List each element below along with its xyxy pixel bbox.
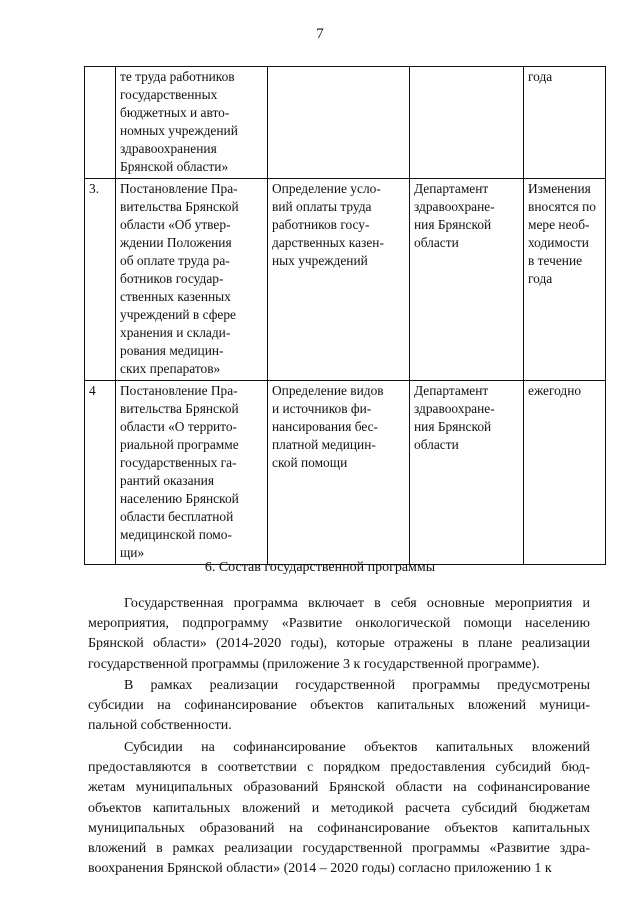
cell-line: ждении Положения bbox=[120, 235, 232, 250]
paragraph-line-text: муниципальных образований на софинансирование объектов капитальных bbox=[88, 820, 590, 836]
cell-line: здравоохранения bbox=[120, 141, 217, 156]
cell-line: ходимости bbox=[528, 235, 589, 250]
cell-line: и источников фи- bbox=[272, 401, 372, 416]
cell-line: ской помощи bbox=[272, 455, 348, 470]
paragraph-line bbox=[88, 614, 590, 634]
page-number: 7 bbox=[316, 26, 324, 42]
paragraph-line bbox=[88, 696, 590, 716]
cell-line: вий оплаты труда bbox=[272, 199, 372, 214]
cell-line: ния Брянской bbox=[414, 419, 492, 434]
paragraph-program-composition bbox=[88, 594, 590, 675]
row-number-cell: 4 bbox=[85, 381, 116, 565]
cell-line: ежегодно bbox=[528, 383, 582, 398]
cell-line: года bbox=[528, 69, 553, 84]
act-cell bbox=[116, 381, 268, 565]
paragraph-line bbox=[88, 738, 590, 758]
paragraph-line bbox=[88, 819, 590, 839]
cell-line: хранения и склади- bbox=[120, 325, 231, 340]
cell-line: щи» bbox=[120, 545, 145, 560]
cell-line: Постановление Пра- bbox=[120, 383, 238, 398]
paragraph-line bbox=[88, 594, 590, 614]
cell-line: ственных казенных bbox=[120, 289, 231, 304]
paragraph-line bbox=[88, 758, 590, 778]
paragraph-line-text: объектов капитальных вложений и методикой расчета субсидий бюджетам bbox=[88, 800, 590, 816]
cell-line: платной медицин- bbox=[272, 437, 376, 452]
cell-line: те труда работников bbox=[120, 69, 235, 84]
paragraph-line-text: В рамках реализации государственной программы предусмотрены bbox=[124, 678, 590, 693]
executor-cell bbox=[410, 381, 524, 565]
cell-line: государственных bbox=[120, 87, 218, 102]
executor-cell bbox=[410, 67, 524, 179]
cell-line: ных учреждений bbox=[272, 253, 368, 268]
cell-line: ботников государ- bbox=[120, 271, 224, 286]
paragraph-subsidies-procedure bbox=[88, 738, 590, 879]
cell-line: области bbox=[414, 235, 459, 250]
table-row bbox=[85, 67, 606, 179]
paragraph-line-text: мероприятия, подпрограмму «Развитие онкологической помощи населению bbox=[88, 616, 590, 632]
paragraph-line-text: субсидии на софинансирование объектов капитальных вложений муници- bbox=[88, 698, 590, 714]
cell-line: года bbox=[528, 271, 553, 286]
paragraph-line-text: Субсидии на софинансирование объектов капитальных вложений bbox=[124, 740, 590, 755]
paragraph-line-text: вложений в рамках реализации государственной программы «Развитие здра- bbox=[88, 841, 590, 857]
paragraph-line-text: предоставляются в соответствии с порядком предоставления субсидий бюд- bbox=[88, 760, 590, 776]
cell-line: области «О террито- bbox=[120, 419, 238, 434]
cell-line: работников госу- bbox=[272, 217, 370, 232]
cell-line: номных учреждений bbox=[120, 123, 238, 138]
cell-line: в течение bbox=[528, 253, 583, 268]
cell-line: Департамент bbox=[414, 383, 489, 398]
purpose-cell bbox=[268, 179, 410, 381]
cell-line: Департамент bbox=[414, 181, 489, 196]
cell-line: Определение видов bbox=[272, 383, 384, 398]
paragraph-line bbox=[88, 634, 590, 654]
deadline-cell bbox=[524, 179, 606, 381]
cell-line: здравоохране- bbox=[414, 401, 495, 416]
paragraph-line bbox=[88, 778, 590, 798]
purpose-cell bbox=[268, 67, 410, 179]
cell-line: Определение усло- bbox=[272, 181, 381, 196]
paragraph-line-text: жетам муниципальных образований Брянской области на софинансирование bbox=[88, 780, 590, 796]
deadline-cell bbox=[524, 381, 606, 565]
executor-cell bbox=[410, 179, 524, 381]
table-row bbox=[85, 179, 606, 381]
paragraph-line bbox=[88, 799, 590, 819]
cell-line: риальной программе bbox=[120, 437, 239, 452]
paragraph-subsidies bbox=[88, 676, 590, 737]
cell-line: ния Брянской bbox=[414, 217, 492, 232]
row-number-cell: 3. bbox=[85, 179, 116, 381]
cell-line: вительства Брянской bbox=[120, 199, 239, 214]
cell-line: ских препаратов» bbox=[120, 361, 221, 376]
cell-line: государственных га- bbox=[120, 455, 237, 470]
cell-line: об оплате труда ра- bbox=[120, 253, 230, 268]
paragraph-line bbox=[88, 716, 590, 736]
section-title: 6. Состав государственной программы bbox=[204, 560, 436, 575]
paragraph-line bbox=[88, 655, 590, 675]
act-cell bbox=[116, 179, 268, 381]
cell-line: области bbox=[414, 437, 459, 452]
paragraph-line bbox=[88, 859, 590, 879]
purpose-cell bbox=[268, 381, 410, 565]
cell-line: области «Об утвер- bbox=[120, 217, 231, 232]
paragraph-line-text: пальной собственности. bbox=[88, 718, 232, 734]
cell-line: рования медицин- bbox=[120, 343, 224, 358]
cell-line: населению Брянской bbox=[120, 491, 239, 506]
cell-line: области бесплатной bbox=[120, 509, 234, 524]
cell-line: вносятся по bbox=[528, 199, 596, 214]
cell-line: нансирования бес- bbox=[272, 419, 379, 434]
legal-acts-table bbox=[84, 66, 606, 565]
row-number-cell bbox=[85, 67, 116, 179]
act-cell bbox=[116, 67, 268, 179]
paragraph-line-text: Брянской области» (2014-2020 годы), которые отражены в плане реализации bbox=[88, 636, 590, 652]
paragraph-line-text: Государственная программа включает в себя основные мероприятия и bbox=[124, 596, 590, 611]
cell-line: Постановление Пра- bbox=[120, 181, 238, 196]
table-row bbox=[85, 381, 606, 565]
cell-line: медицинской помо- bbox=[120, 527, 232, 542]
cell-line: Изменения bbox=[528, 181, 591, 196]
cell-line: дарственных казен- bbox=[272, 235, 384, 250]
cell-line: вительства Брянской bbox=[120, 401, 239, 416]
cell-line: бюджетных и авто- bbox=[120, 105, 230, 120]
cell-line: здравоохране- bbox=[414, 199, 495, 214]
cell-line: мере необ- bbox=[528, 217, 590, 232]
paragraph-line bbox=[88, 676, 590, 696]
paragraph-line bbox=[88, 839, 590, 859]
cell-line: учреждений в сфере bbox=[120, 307, 236, 322]
cell-line: рантий оказания bbox=[120, 473, 215, 488]
paragraph-line-text: воохранения Брянской области» (2014 – 2020 годы) согласно приложению 1 к bbox=[88, 861, 552, 877]
cell-line: Брянской области» bbox=[120, 159, 229, 174]
paragraph-line-text: государственной программы (приложение 3 к государственной программе). bbox=[88, 656, 540, 672]
deadline-cell bbox=[524, 67, 606, 179]
